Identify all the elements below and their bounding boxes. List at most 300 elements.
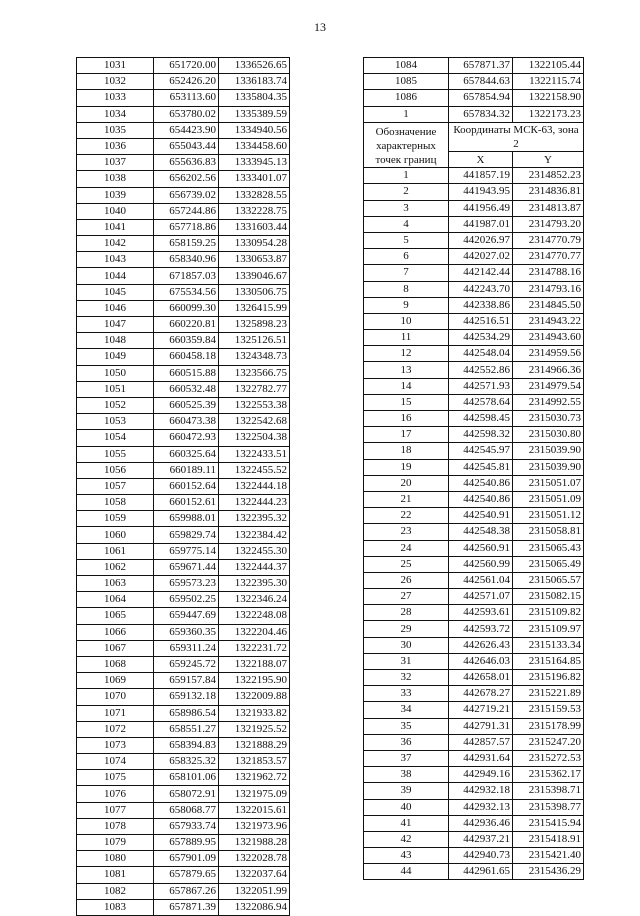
table-row — [77, 818, 290, 834]
x-coordinate-cell: 659447.69 — [154, 608, 219, 624]
x-coordinate-cell: 441987.01 — [449, 216, 513, 232]
x-coordinate-cell: 660458.18 — [154, 349, 219, 365]
y-coordinate-cell: 2315065.43 — [513, 540, 584, 556]
right-top-table-body — [364, 58, 584, 123]
table-row — [77, 851, 290, 867]
table-row — [77, 608, 290, 624]
point-number-cell: 1034 — [77, 106, 154, 122]
y-coordinate-cell: 1322444.37 — [219, 559, 290, 575]
point-number-cell: 1045 — [77, 284, 154, 300]
point-number-cell: 1084 — [364, 58, 449, 74]
table-row — [77, 236, 290, 252]
x-coordinate-cell: 658340.96 — [154, 252, 219, 268]
y-coordinate-cell: 2315133.34 — [513, 637, 584, 653]
point-number-cell: 20 — [364, 475, 449, 491]
point-number-cell: 24 — [364, 540, 449, 556]
table-row — [364, 184, 584, 200]
table-row — [364, 443, 584, 459]
x-coordinate-cell: 442719.21 — [449, 702, 513, 718]
point-number-cell: 44 — [364, 864, 449, 880]
x-coordinate-cell: 657244.86 — [154, 203, 219, 219]
table-row — [77, 349, 290, 365]
y-coordinate-cell: 1322346.24 — [219, 592, 290, 608]
y-coordinate-cell: 1321988.28 — [219, 835, 290, 851]
table-row — [77, 252, 290, 268]
x-coordinate-cell: 660473.38 — [154, 414, 219, 430]
table-row — [364, 783, 584, 799]
point-number-cell: 17 — [364, 427, 449, 443]
table-header-row — [364, 123, 584, 152]
x-coordinate-cell: 658101.06 — [154, 770, 219, 786]
x-coordinate-cell: 660325.64 — [154, 446, 219, 462]
x-coordinate-cell: 653113.60 — [154, 90, 219, 106]
y-coordinate-cell: 2314770.77 — [513, 249, 584, 265]
y-coordinate-cell: 2315436.29 — [513, 864, 584, 880]
point-number-cell: 30 — [364, 637, 449, 653]
x-coordinate-cell: 659573.23 — [154, 576, 219, 592]
table-row — [364, 864, 584, 880]
point-number-cell: 1077 — [77, 802, 154, 818]
y-coordinate-cell: 1322444.23 — [219, 495, 290, 511]
y-coordinate-cell: 1322086.94 — [219, 899, 290, 915]
point-number-cell: 1041 — [77, 219, 154, 235]
table-row — [364, 767, 584, 783]
x-coordinate-cell: 442658.01 — [449, 670, 513, 686]
table-row — [77, 446, 290, 462]
x-coordinate-cell: 657871.39 — [154, 899, 219, 915]
y-coordinate-cell: 1336526.65 — [219, 58, 290, 74]
left-coordinates-table — [76, 57, 290, 916]
x-coordinate-cell: 657879.65 — [154, 867, 219, 883]
point-number-cell: 25 — [364, 556, 449, 572]
y-coordinate-cell: 1321962.72 — [219, 770, 290, 786]
y-coordinate-cell: 1330506.75 — [219, 284, 290, 300]
point-number-cell: 1059 — [77, 511, 154, 527]
x-coordinate-cell: 442560.91 — [449, 540, 513, 556]
point-number-cell: 1079 — [77, 835, 154, 851]
y-coordinate-cell: 2315398.77 — [513, 799, 584, 815]
table-row — [364, 686, 584, 702]
y-coordinate-cell: 2315051.09 — [513, 491, 584, 507]
table-row — [364, 346, 584, 362]
table-row — [77, 317, 290, 333]
point-number-cell: 1057 — [77, 478, 154, 494]
x-coordinate-cell: 442560.99 — [449, 556, 513, 572]
point-number-cell: 1080 — [77, 851, 154, 867]
point-number-cell: 1 — [364, 106, 449, 122]
table-row — [364, 427, 584, 443]
point-number-cell: 1043 — [77, 252, 154, 268]
table-row — [77, 867, 290, 883]
table-row — [364, 232, 584, 248]
table-row — [364, 313, 584, 329]
y-coordinate-cell: 1332228.75 — [219, 203, 290, 219]
point-number-cell: 1072 — [77, 721, 154, 737]
table-row — [364, 90, 584, 106]
y-coordinate-cell: 1324348.73 — [219, 349, 290, 365]
table-row — [364, 653, 584, 669]
table-row — [77, 754, 290, 770]
point-number-cell: 16 — [364, 411, 449, 427]
point-number-cell: 1042 — [77, 236, 154, 252]
y-coordinate-cell: 1330954.28 — [219, 236, 290, 252]
y-coordinate-cell: 1331603.44 — [219, 219, 290, 235]
table-row — [364, 848, 584, 864]
x-coordinate-cell: 657718.86 — [154, 219, 219, 235]
y-coordinate-cell: 2315164.85 — [513, 653, 584, 669]
y-coordinate-cell: 1325126.51 — [219, 333, 290, 349]
x-coordinate-cell: 671857.03 — [154, 268, 219, 284]
y-coordinate-cell: 2315030.80 — [513, 427, 584, 443]
x-coordinate-cell: 658072.91 — [154, 786, 219, 802]
left-table-body — [77, 58, 290, 916]
point-number-cell: 1060 — [77, 527, 154, 543]
y-coordinate-cell: 1322015.61 — [219, 802, 290, 818]
point-number-cell: 1054 — [77, 430, 154, 446]
point-number-cell: 1046 — [77, 300, 154, 316]
point-number-cell: 1065 — [77, 608, 154, 624]
y-coordinate-cell: 2315272.53 — [513, 750, 584, 766]
point-number-cell: 38 — [364, 767, 449, 783]
point-number-cell: 1035 — [77, 122, 154, 138]
table-row — [364, 106, 584, 122]
table-row — [364, 750, 584, 766]
x-coordinate-cell: 657834.32 — [449, 106, 513, 122]
y-coordinate-cell: 1325898.23 — [219, 317, 290, 333]
y-coordinate-cell: 2315039.90 — [513, 443, 584, 459]
x-coordinate-cell: 442593.61 — [449, 605, 513, 621]
point-number-cell: 3 — [364, 200, 449, 216]
point-number-cell: 23 — [364, 524, 449, 540]
x-coordinate-cell: 442545.81 — [449, 459, 513, 475]
x-coordinate-cell: 653780.02 — [154, 106, 219, 122]
point-number-cell: 1062 — [77, 559, 154, 575]
table-row — [77, 203, 290, 219]
y-coordinate-cell: 1322248.08 — [219, 608, 290, 624]
table-row — [77, 705, 290, 721]
table-row — [364, 540, 584, 556]
y-coordinate-cell: 1333401.07 — [219, 171, 290, 187]
point-number-cell: 1070 — [77, 689, 154, 705]
y-coordinate-cell: 1322433.51 — [219, 446, 290, 462]
point-number-cell: 2 — [364, 184, 449, 200]
table-row — [77, 430, 290, 446]
y-coordinate-cell: 2314966.36 — [513, 362, 584, 378]
y-coordinate-cell: 1322395.30 — [219, 576, 290, 592]
x-coordinate-cell: 660152.64 — [154, 478, 219, 494]
table-row — [77, 673, 290, 689]
table-row — [364, 605, 584, 621]
table-row — [77, 592, 290, 608]
x-coordinate-cell: 658068.77 — [154, 802, 219, 818]
y-coordinate-cell: 1334940.56 — [219, 122, 290, 138]
table-row — [364, 815, 584, 831]
table-row — [77, 478, 290, 494]
point-number-cell: 39 — [364, 783, 449, 799]
x-coordinate-cell: 652426.20 — [154, 74, 219, 90]
table-row — [364, 362, 584, 378]
point-number-cell: 26 — [364, 572, 449, 588]
point-number-cell: 9 — [364, 297, 449, 313]
point-number-cell: 1064 — [77, 592, 154, 608]
point-number-cell: 1049 — [77, 349, 154, 365]
y-coordinate-cell: 1322204.46 — [219, 624, 290, 640]
x-coordinate-cell: 658394.83 — [154, 737, 219, 753]
x-coordinate-cell: 658986.54 — [154, 705, 219, 721]
y-coordinate-cell: 1322051.99 — [219, 883, 290, 899]
table-row — [77, 640, 290, 656]
y-coordinate-cell: 1330653.87 — [219, 252, 290, 268]
point-number-cell: 1061 — [77, 543, 154, 559]
y-coordinate-cell: 1333945.13 — [219, 155, 290, 171]
point-number-cell: 37 — [364, 750, 449, 766]
table-row — [77, 74, 290, 90]
table-row — [364, 621, 584, 637]
table-row — [364, 394, 584, 410]
x-coordinate-cell: 442940.73 — [449, 848, 513, 864]
page-number: 13 — [314, 20, 326, 34]
header-y: Y — [513, 152, 584, 168]
x-coordinate-cell: 442932.13 — [449, 799, 513, 815]
table-row — [77, 802, 290, 818]
y-coordinate-cell: 1336183.74 — [219, 74, 290, 90]
table-row — [77, 656, 290, 672]
y-coordinate-cell: 2315051.12 — [513, 508, 584, 524]
y-coordinate-cell: 1322037.64 — [219, 867, 290, 883]
point-number-cell: 40 — [364, 799, 449, 815]
x-coordinate-cell: 660515.88 — [154, 365, 219, 381]
y-coordinate-cell: 2314793.20 — [513, 216, 584, 232]
x-coordinate-cell: 442548.04 — [449, 346, 513, 362]
header-point-designation: Обозначение характерных точек границ — [364, 123, 449, 168]
y-coordinate-cell: 1322384.42 — [219, 527, 290, 543]
y-coordinate-cell: 1322455.52 — [219, 462, 290, 478]
point-number-cell: 32 — [364, 670, 449, 686]
table-row — [364, 572, 584, 588]
point-number-cell: 1086 — [364, 90, 449, 106]
y-coordinate-cell: 1322173.23 — [513, 106, 584, 122]
y-coordinate-cell: 1322158.90 — [513, 90, 584, 106]
y-coordinate-cell: 1322782.77 — [219, 381, 290, 397]
x-coordinate-cell: 442545.97 — [449, 443, 513, 459]
x-coordinate-cell: 442949.16 — [449, 767, 513, 783]
table-row — [77, 300, 290, 316]
y-coordinate-cell: 1322028.78 — [219, 851, 290, 867]
table-row — [364, 411, 584, 427]
point-number-cell: 42 — [364, 831, 449, 847]
point-number-cell: 1081 — [77, 867, 154, 883]
table-row — [364, 637, 584, 653]
x-coordinate-cell: 660525.39 — [154, 397, 219, 413]
point-number-cell: 1052 — [77, 397, 154, 413]
x-coordinate-cell: 442857.57 — [449, 734, 513, 750]
table-row — [364, 702, 584, 718]
table-row — [364, 216, 584, 232]
y-coordinate-cell: 2315421.40 — [513, 848, 584, 864]
table-row — [77, 122, 290, 138]
point-number-cell: 21 — [364, 491, 449, 507]
y-coordinate-cell: 2315221.89 — [513, 686, 584, 702]
x-coordinate-cell: 659829.74 — [154, 527, 219, 543]
table-row — [364, 508, 584, 524]
y-coordinate-cell: 1334458.60 — [219, 138, 290, 154]
x-coordinate-cell: 657889.95 — [154, 835, 219, 851]
y-coordinate-cell: 1332828.55 — [219, 187, 290, 203]
x-coordinate-cell: 659311.24 — [154, 640, 219, 656]
table-row — [77, 381, 290, 397]
right-main-coordinates-table — [363, 122, 584, 880]
point-number-cell: 1069 — [77, 673, 154, 689]
x-coordinate-cell: 442937.21 — [449, 831, 513, 847]
y-coordinate-cell: 1335389.59 — [219, 106, 290, 122]
table-row — [77, 511, 290, 527]
point-number-cell: 1 — [364, 168, 449, 184]
y-coordinate-cell: 2315418.91 — [513, 831, 584, 847]
y-coordinate-cell: 2315196.82 — [513, 670, 584, 686]
table-row — [77, 689, 290, 705]
point-number-cell: 1051 — [77, 381, 154, 397]
point-number-cell: 1076 — [77, 786, 154, 802]
x-coordinate-cell: 442598.32 — [449, 427, 513, 443]
y-coordinate-cell: 2314770.79 — [513, 232, 584, 248]
y-coordinate-cell: 2314813.87 — [513, 200, 584, 216]
table-row — [364, 297, 584, 313]
table-row — [364, 799, 584, 815]
x-coordinate-cell: 442561.04 — [449, 572, 513, 588]
header-coordinates: Координаты МСК-63, зона 2 — [449, 123, 584, 152]
x-coordinate-cell: 442626.43 — [449, 637, 513, 653]
y-coordinate-cell: 1322504.38 — [219, 430, 290, 446]
x-coordinate-cell: 658325.32 — [154, 754, 219, 770]
table-row — [77, 268, 290, 284]
table-row — [77, 527, 290, 543]
point-number-cell: 1066 — [77, 624, 154, 640]
x-coordinate-cell: 441943.95 — [449, 184, 513, 200]
x-coordinate-cell: 654423.90 — [154, 122, 219, 138]
table-row — [77, 219, 290, 235]
table-row — [77, 106, 290, 122]
x-coordinate-cell: 657867.26 — [154, 883, 219, 899]
y-coordinate-cell: 1321925.52 — [219, 721, 290, 737]
y-coordinate-cell: 1335804.35 — [219, 90, 290, 106]
x-coordinate-cell: 656202.56 — [154, 171, 219, 187]
y-coordinate-cell: 2314793.16 — [513, 281, 584, 297]
point-number-cell: 1073 — [77, 737, 154, 753]
table-row — [364, 74, 584, 90]
x-coordinate-cell: 656739.02 — [154, 187, 219, 203]
x-coordinate-cell: 442936.46 — [449, 815, 513, 831]
y-coordinate-cell: 1322231.72 — [219, 640, 290, 656]
table-row — [77, 365, 290, 381]
y-coordinate-cell: 2314845.50 — [513, 297, 584, 313]
y-coordinate-cell: 2315051.07 — [513, 475, 584, 491]
x-coordinate-cell: 442646.03 — [449, 653, 513, 669]
table-row — [364, 670, 584, 686]
point-number-cell: 8 — [364, 281, 449, 297]
y-coordinate-cell: 2315030.73 — [513, 411, 584, 427]
x-coordinate-cell: 442578.64 — [449, 394, 513, 410]
x-coordinate-cell: 658551.27 — [154, 721, 219, 737]
x-coordinate-cell: 442142.44 — [449, 265, 513, 281]
y-coordinate-cell: 2315058.81 — [513, 524, 584, 540]
point-number-cell: 35 — [364, 718, 449, 734]
y-coordinate-cell: 1322455.30 — [219, 543, 290, 559]
point-number-cell: 10 — [364, 313, 449, 329]
table-row — [77, 883, 290, 899]
table-row — [77, 58, 290, 74]
point-number-cell: 5 — [364, 232, 449, 248]
y-coordinate-cell: 2315178.99 — [513, 718, 584, 734]
table-row — [364, 378, 584, 394]
table-row — [364, 734, 584, 750]
x-coordinate-cell: 660472.93 — [154, 430, 219, 446]
x-coordinate-cell: 660152.61 — [154, 495, 219, 511]
point-number-cell: 1039 — [77, 187, 154, 203]
point-number-cell: 1047 — [77, 317, 154, 333]
point-number-cell: 19 — [364, 459, 449, 475]
table-row — [77, 737, 290, 753]
x-coordinate-cell: 441956.49 — [449, 200, 513, 216]
point-number-cell: 1044 — [77, 268, 154, 284]
x-coordinate-cell: 659245.72 — [154, 656, 219, 672]
table-row — [364, 556, 584, 572]
table-row — [77, 835, 290, 851]
y-coordinate-cell: 2315415.94 — [513, 815, 584, 831]
point-number-cell: 14 — [364, 378, 449, 394]
right-top-coordinates-table — [363, 57, 584, 123]
y-coordinate-cell: 2315109.97 — [513, 621, 584, 637]
x-coordinate-cell: 442540.86 — [449, 491, 513, 507]
point-number-cell: 4 — [364, 216, 449, 232]
table-row — [77, 786, 290, 802]
y-coordinate-cell: 2314836.81 — [513, 184, 584, 200]
point-number-cell: 11 — [364, 330, 449, 346]
table-row — [364, 524, 584, 540]
table-row — [77, 333, 290, 349]
y-coordinate-cell: 1321973.96 — [219, 818, 290, 834]
point-number-cell: 12 — [364, 346, 449, 362]
table-row — [77, 624, 290, 640]
x-coordinate-cell: 657933.74 — [154, 818, 219, 834]
point-number-cell: 31 — [364, 653, 449, 669]
x-coordinate-cell: 659360.35 — [154, 624, 219, 640]
x-coordinate-cell: 659988.01 — [154, 511, 219, 527]
point-number-cell: 1075 — [77, 770, 154, 786]
point-number-cell: 1063 — [77, 576, 154, 592]
table-row — [364, 475, 584, 491]
table-row — [77, 899, 290, 915]
x-coordinate-cell: 442540.91 — [449, 508, 513, 524]
table-row — [77, 414, 290, 430]
y-coordinate-cell: 1321933.82 — [219, 705, 290, 721]
x-coordinate-cell: 442571.93 — [449, 378, 513, 394]
y-coordinate-cell: 1321888.29 — [219, 737, 290, 753]
point-number-cell: 36 — [364, 734, 449, 750]
x-coordinate-cell: 442552.86 — [449, 362, 513, 378]
table-row — [364, 58, 584, 74]
table-row — [364, 589, 584, 605]
y-coordinate-cell: 2315159.53 — [513, 702, 584, 718]
point-number-cell: 1078 — [77, 818, 154, 834]
y-coordinate-cell: 2314943.60 — [513, 330, 584, 346]
x-coordinate-cell: 442243.70 — [449, 281, 513, 297]
table-row — [77, 138, 290, 154]
x-coordinate-cell: 657844.63 — [449, 74, 513, 90]
table-row — [77, 770, 290, 786]
x-coordinate-cell: 442598.45 — [449, 411, 513, 427]
table-row — [364, 265, 584, 281]
y-coordinate-cell: 1322444.18 — [219, 478, 290, 494]
